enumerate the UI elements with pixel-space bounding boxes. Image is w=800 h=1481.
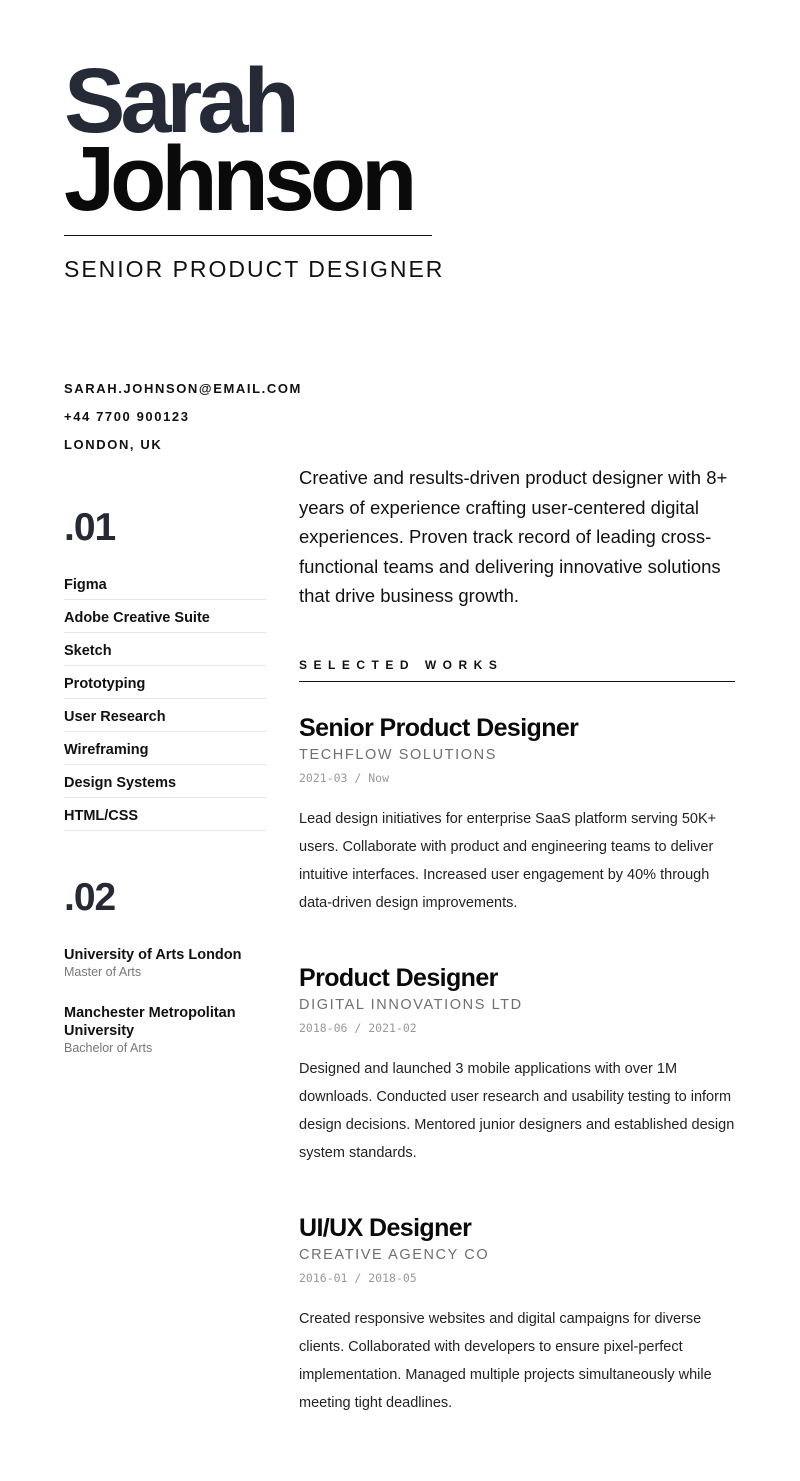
company-name: TECHFLOW SOLUTIONS (299, 747, 497, 763)
job-role: SENIOR PRODUCT DESIGNER (64, 256, 445, 282)
job-title: Senior Product Designer (299, 714, 579, 742)
skill-item: HTML/CSS (64, 798, 266, 831)
school-name: University of Arts London (64, 947, 242, 963)
skill-item: Sketch (64, 633, 266, 666)
skill-item: Design Systems (64, 765, 266, 798)
job-description: Created responsive websites and digital campaigns for diverse clients. Collaborated with developers to ensure pixel-perfect implementation. Managed multiple projects simultaneously while meeting tight deadlines. (299, 1311, 712, 1411)
job-dates: 2018-06 / 2021-02 (299, 1021, 417, 1035)
contact-email[interactable]: SARAH.JOHNSON@EMAIL.COM (64, 381, 302, 396)
name-divider (64, 235, 432, 236)
work-entry (299, 963, 735, 1167)
work-entry (299, 1213, 735, 1417)
job-description: Designed and launched 3 mobile applications with over 1M downloads. Conducted user research and usability testing to inform design decisions. Mentored junior designers and established design system standards. (299, 1061, 735, 1161)
job-title: UI/UX Designer (299, 1214, 472, 1242)
contact-location: LONDON, UK (64, 437, 163, 452)
full-name (64, 50, 413, 230)
job-dates: 2016-01 / 2018-05 (299, 1271, 417, 1285)
job-description: Lead design initiatives for enterprise SaaS platform serving 50K+ users. Collaborate with product and engineering teams to deliver intuitive interfaces. Increased user engagement by 40% through data-driven design improvements. (299, 811, 717, 911)
skill-item: Prototyping (64, 666, 266, 699)
job-dates: 2021-03 / Now (299, 771, 390, 785)
contact-phone[interactable]: +44 7700 900123 (64, 409, 190, 424)
company-name: DIGITAL INNOVATIONS LTD (299, 997, 523, 1013)
company-name: CREATIVE AGENCY CO (299, 1247, 490, 1263)
skill-item: Figma (64, 567, 266, 600)
education-list (64, 946, 269, 1080)
skills-section-number: .01 (64, 506, 116, 549)
last-name: Johnson (64, 128, 413, 230)
degree-name: Master of Arts (64, 965, 142, 979)
education-item (64, 1004, 269, 1057)
work-entry (299, 713, 735, 917)
first-name: Sarah (64, 50, 295, 152)
profile-summary: Creative and results-driven product designer with 8+ years of experience crafting user-centered digital experiences. Proven track record of leading cross-functional teams and delivering innovative solutions that drive business growth. (299, 467, 728, 606)
skill-item: Wireframing (64, 732, 266, 765)
education-item (64, 946, 269, 981)
job-title: Product Designer (299, 964, 498, 992)
selected-works-heading: SELECTED WORKS (299, 658, 735, 682)
skills-list (64, 567, 266, 831)
contact-info (64, 382, 302, 466)
school-name: Manchester Metropolitan University (64, 1005, 236, 1039)
skill-item: User Research (64, 699, 266, 732)
education-section-number: .02 (64, 876, 116, 919)
degree-name: Bachelor of Arts (64, 1041, 153, 1055)
skill-item: Adobe Creative Suite (64, 600, 266, 633)
